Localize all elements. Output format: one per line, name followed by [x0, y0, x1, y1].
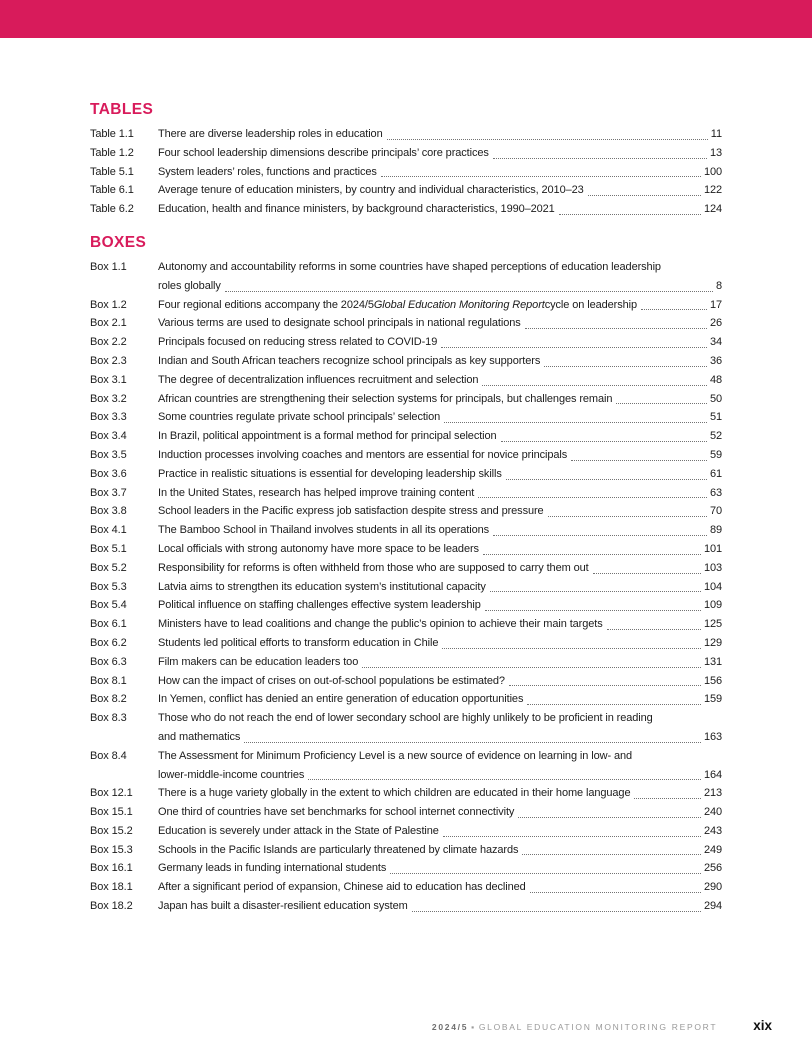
- entry-label: Box 3.1: [90, 373, 127, 386]
- entry-title-text: Ministers have to lead coalitions and change the public’s opinion to achieve their main targets: [158, 618, 603, 631]
- entry-page-number: 294: [703, 900, 722, 913]
- dot-leader: [308, 779, 701, 780]
- entry-body: [158, 144, 722, 163]
- entry-title-italic: Global Education Monitoring Report: [373, 298, 545, 311]
- toc-entry[interactable]: [90, 747, 722, 785]
- section-heading-tables: TABLES: [90, 101, 154, 118]
- entry-title-text: Those who do not reach the end of lower secondary school are highly unlikely to be proficient in reading: [158, 712, 653, 725]
- entry-title-text: In Brazil, political appointment is a formal method for principal selection: [158, 430, 497, 443]
- folio-page-number: xix: [753, 1018, 772, 1033]
- entry-label: Table 1.1: [90, 128, 134, 140]
- entry-title-text: Education is severely under attack in the State of Palestine: [158, 824, 439, 837]
- entry-title-text: Film makers can be education leaders too: [158, 655, 359, 668]
- entry-label: Box 1.1: [90, 260, 127, 273]
- entry-label: Table 5.1: [90, 165, 134, 178]
- toc-entry[interactable]: [90, 200, 722, 219]
- entry-line: [158, 690, 722, 709]
- dot-leader: [443, 836, 701, 837]
- toc-entry[interactable]: [90, 125, 722, 144]
- entry-line: [158, 200, 722, 219]
- entry-line: [158, 615, 722, 634]
- entry-body: [158, 803, 722, 822]
- entry-page-number: 11: [710, 128, 722, 140]
- entry-line: [158, 333, 722, 352]
- entry-line: [158, 144, 722, 163]
- entry-line: [158, 803, 722, 822]
- dot-leader: [522, 854, 701, 855]
- entry-body: [158, 634, 722, 653]
- entry-page-number: 34: [709, 336, 722, 349]
- toc-entry[interactable]: [90, 181, 722, 200]
- entry-page-number: 243: [703, 824, 722, 837]
- footer-separator-icon: ▪: [471, 1022, 476, 1032]
- toc-entry[interactable]: [90, 144, 722, 163]
- entry-label: Box 3.6: [90, 467, 127, 480]
- entry-label: Box 5.4: [90, 599, 127, 612]
- entry-body: [158, 352, 722, 371]
- entry-line: [158, 766, 722, 785]
- toc-entry[interactable]: [90, 822, 722, 841]
- toc-entry[interactable]: [90, 897, 722, 916]
- entry-title-text: Political influence on staffing challenges effective system leadership: [158, 599, 481, 612]
- entry-title-text: In the United States, research has helped improve training content: [158, 486, 475, 499]
- dot-leader: [506, 479, 707, 480]
- entry-line: [158, 446, 722, 465]
- dot-leader: [616, 403, 707, 404]
- entry-body: [158, 258, 722, 296]
- entry-label: Box 5.2: [90, 561, 127, 574]
- entry-page-number: 103: [703, 561, 722, 574]
- entry-page-number: 59: [709, 448, 722, 461]
- entry-line: [158, 596, 722, 615]
- toc-entry[interactable]: [90, 784, 722, 803]
- entry-body: [158, 540, 722, 559]
- dot-leader: [225, 291, 713, 292]
- entry-title-text: Indian and South African teachers recognize school principals as key supporters: [158, 354, 541, 367]
- entry-label: Box 18.1: [90, 881, 133, 894]
- entry-title-text: Four regional editions accompany the 2024/5: [158, 298, 374, 311]
- entry-body: [158, 578, 722, 597]
- entry-line: [158, 408, 722, 427]
- entry-page-number: 163: [703, 730, 722, 743]
- toc-entry[interactable]: [90, 578, 722, 597]
- toc-entry[interactable]: [90, 521, 722, 540]
- entry-line: [158, 465, 722, 484]
- entry-body: [158, 446, 722, 465]
- entry-label: Box 1.2: [90, 298, 127, 311]
- entry-page-number: 156: [703, 674, 722, 687]
- entry-body: [158, 859, 722, 878]
- entry-label: Box 5.1: [90, 542, 127, 555]
- entry-line: [158, 709, 722, 728]
- entry-page-number: 109: [703, 599, 722, 612]
- entry-title-text: Some countries regulate private school principals’ selection: [158, 411, 441, 424]
- dot-leader: [412, 911, 701, 912]
- entry-line: [158, 747, 722, 766]
- entry-label: Box 8.3: [90, 712, 127, 725]
- entry-label: Box 3.7: [90, 486, 127, 499]
- entry-page-number: 61: [709, 467, 722, 480]
- entry-line: [158, 181, 722, 200]
- entry-title-text: System leaders’ roles, functions and practices: [158, 165, 377, 178]
- entry-title-text: Four school leadership dimensions describe principals’ core practices: [158, 146, 489, 159]
- entry-line: [158, 258, 722, 277]
- toc-entry[interactable]: [90, 258, 722, 296]
- toc-entry[interactable]: [90, 615, 722, 634]
- entry-body: [158, 314, 722, 333]
- dot-leader: [525, 328, 707, 329]
- dot-leader: [490, 591, 701, 592]
- dot-leader: [527, 704, 701, 705]
- entry-page-number: 52: [709, 430, 722, 443]
- entry-label: Box 15.1: [90, 806, 133, 819]
- entry-line: [158, 859, 722, 878]
- entry-line: [158, 653, 722, 672]
- toc-entry[interactable]: [90, 690, 722, 709]
- entry-line: [158, 559, 722, 578]
- entry-line: [158, 521, 722, 540]
- dot-leader: [387, 139, 708, 140]
- entry-title-text: Local officials with strong autonomy have more space to be leaders: [158, 542, 479, 555]
- toc-entry[interactable]: [90, 803, 722, 822]
- dot-leader: [485, 610, 701, 611]
- section-heading-boxes: BOXES: [90, 233, 147, 251]
- entry-body: [158, 878, 722, 897]
- footer-report-title: GLOBAL EDUCATION MONITORING REPORT: [478, 1022, 718, 1032]
- dot-leader: [634, 798, 700, 799]
- dot-leader: [518, 817, 701, 818]
- entry-title-text: Practice in realistic situations is essential for developing leadership skills: [158, 467, 502, 480]
- toc-entry[interactable]: [90, 296, 722, 315]
- section-boxes: [90, 234, 722, 916]
- entry-line: [158, 352, 722, 371]
- dot-leader: [390, 873, 701, 874]
- entry-label: Box 8.1: [90, 674, 127, 687]
- entry-page-number: 51: [709, 411, 722, 424]
- dot-leader: [607, 629, 701, 630]
- entry-page-number: 164: [703, 768, 722, 781]
- entry-body: [158, 163, 722, 182]
- entry-line: [158, 540, 722, 559]
- entry-page-number: 70: [709, 505, 722, 518]
- entry-body: [158, 784, 722, 803]
- entry-line: [158, 841, 722, 860]
- entry-title-text: Japan has built a disaster-resilient education system: [158, 900, 408, 913]
- entry-label: Box 2.3: [90, 354, 127, 367]
- dot-leader: [571, 460, 707, 461]
- entry-line: [158, 784, 722, 803]
- entry-label: Box 6.2: [90, 636, 127, 649]
- entry-title-text: Germany leads in funding international students: [158, 862, 387, 875]
- entry-label: Box 18.2: [90, 900, 133, 913]
- entry-title-text: In Yemen, conflict has denied an entire generation of education opportunities: [158, 693, 524, 706]
- entry-label: Table 6.1: [90, 184, 134, 197]
- entry-body: [158, 181, 722, 200]
- entry-body: [158, 200, 722, 219]
- entry-page-number: 240: [703, 806, 722, 819]
- toc-entry[interactable]: [90, 502, 722, 521]
- toc-entry[interactable]: [90, 634, 722, 653]
- entry-title-text: Autonomy and accountability reforms in some countries have shaped perceptions of education leadership: [158, 260, 661, 273]
- entry-title-text: lower-middle-income countries: [158, 768, 305, 781]
- entry-body: [158, 125, 722, 144]
- entry-label: Box 5.3: [90, 580, 127, 593]
- entry-title-text: African countries are strengthening their selection systems for principals, but challenges remain: [158, 392, 613, 405]
- entry-body: [158, 841, 722, 860]
- entry-title-text: Average tenure of education ministers, by country and individual characteristics, 2010–23: [158, 184, 584, 197]
- entry-page-number: 100: [703, 165, 722, 178]
- entry-label: Box 15.2: [90, 824, 133, 837]
- toc-entry[interactable]: [90, 859, 722, 878]
- dot-leader: [381, 176, 701, 177]
- entry-line: [158, 484, 722, 503]
- entry-body: [158, 690, 722, 709]
- entry-line: [158, 502, 722, 521]
- entry-label: Box 8.2: [90, 693, 127, 706]
- entry-line: [158, 897, 722, 916]
- entry-title-text: There is a huge variety globally in the extent to which children are educated in their home language: [158, 787, 631, 800]
- toc-entry[interactable]: [90, 709, 722, 747]
- dot-leader: [530, 892, 701, 893]
- entry-line: [158, 163, 722, 182]
- entry-label: Box 6.3: [90, 655, 127, 668]
- toc-entry[interactable]: [90, 672, 722, 691]
- entry-label: Box 16.1: [90, 862, 133, 875]
- entry-page-number: 36: [709, 354, 722, 367]
- entry-page-number: 213: [703, 787, 722, 800]
- entry-title-text: One third of countries have set benchmarks for school internet connectivity: [158, 806, 515, 819]
- entry-page-number: 122: [703, 184, 722, 197]
- entry-label: Box 3.3: [90, 411, 127, 424]
- entry-line: [158, 634, 722, 653]
- dot-leader: [442, 648, 701, 649]
- entry-body: [158, 427, 722, 446]
- dot-leader: [641, 309, 707, 310]
- toc-entry[interactable]: [90, 408, 722, 427]
- footer-report-line: [432, 1022, 717, 1032]
- entry-line: [158, 277, 722, 296]
- dot-leader: [483, 554, 701, 555]
- entry-page-number: 101: [703, 542, 722, 555]
- dot-leader: [544, 366, 707, 367]
- entry-label: Box 3.2: [90, 392, 127, 405]
- toc-entry[interactable]: [90, 465, 722, 484]
- dot-leader: [509, 685, 701, 686]
- entry-page-number: 124: [703, 203, 722, 216]
- entry-body: [158, 747, 722, 785]
- toc-entry[interactable]: [90, 163, 722, 182]
- toc-entry[interactable]: [90, 371, 722, 390]
- top-accent-bar: [0, 0, 812, 38]
- dot-leader: [444, 422, 707, 423]
- entry-body: [158, 672, 722, 691]
- entry-page-number: 290: [703, 881, 722, 894]
- toc-entry[interactable]: [90, 390, 722, 409]
- dot-leader: [593, 573, 701, 574]
- entry-label: Box 4.1: [90, 524, 127, 537]
- table-of-contents: [90, 101, 722, 916]
- dot-leader: [493, 535, 707, 536]
- entry-line: [158, 314, 722, 333]
- entry-label: Box 3.8: [90, 505, 127, 518]
- entry-body: [158, 408, 722, 427]
- entry-title-text: How can the impact of crises on out-of-school populations be estimated?: [158, 674, 505, 687]
- entry-page-number: 48: [709, 373, 722, 386]
- entry-line: [158, 371, 722, 390]
- entry-body: [158, 822, 722, 841]
- toc-entry[interactable]: [90, 540, 722, 559]
- dot-leader: [441, 347, 707, 348]
- entry-body: [158, 559, 722, 578]
- entry-title-text: Schools in the Pacific Islands are particularly threatened by climate hazards: [158, 843, 519, 856]
- entry-line: [158, 822, 722, 841]
- entry-line: [158, 672, 722, 691]
- entry-page-number: 63: [709, 486, 722, 499]
- entry-body: [158, 596, 722, 615]
- entry-page-number: 50: [709, 392, 722, 405]
- toc-entry[interactable]: [90, 878, 722, 897]
- entry-body: [158, 333, 722, 352]
- entry-page-number: 129: [703, 636, 722, 649]
- page-footer: [432, 1018, 772, 1033]
- entry-page-number: 249: [703, 843, 722, 856]
- entry-title-text: School leaders in the Pacific express job satisfaction despite stress and pressure: [158, 505, 544, 518]
- entry-title-text: and mathematics: [158, 730, 241, 743]
- entry-title-text: The Assessment for Minimum Proficiency Level is a new source of evidence on learning in low- and: [158, 749, 633, 762]
- dot-leader: [559, 214, 701, 215]
- entry-line: [158, 125, 722, 144]
- dot-leader: [588, 195, 701, 196]
- entry-body: [158, 653, 722, 672]
- entry-label: Box 6.1: [90, 618, 127, 631]
- entry-title-text: roles globally: [158, 279, 221, 292]
- entry-title-text: Education, health and finance ministers, by background characteristics, 1990–2021: [158, 203, 555, 216]
- dot-leader: [244, 742, 701, 743]
- entry-page-number: 89: [709, 524, 722, 537]
- entry-title-text: cycle on leadership: [544, 298, 637, 311]
- entry-label: Box 2.1: [90, 317, 127, 330]
- entry-title-text: Induction processes involving coaches and mentors are essential for novice principals: [158, 448, 568, 461]
- entry-line: [158, 578, 722, 597]
- toc-entry[interactable]: [90, 314, 722, 333]
- entry-title-text: There are diverse leadership roles in education: [158, 128, 383, 140]
- entry-title-text: Latvia aims to strengthen its education system’s institutional capacity: [158, 580, 486, 593]
- entry-title-text: Principals focused on reducing stress related to COVID-19: [158, 336, 438, 349]
- entry-label: Box 12.1: [90, 787, 133, 800]
- dot-leader: [362, 667, 701, 668]
- entry-body: [158, 502, 722, 521]
- entry-title-text: Responsibility for reforms is often withheld from those who are supposed to carry them out: [158, 561, 589, 574]
- entry-page-number: 13: [709, 146, 722, 159]
- entry-label: Box 3.4: [90, 430, 127, 443]
- entry-label: Box 3.5: [90, 448, 127, 461]
- toc-entry[interactable]: [90, 596, 722, 615]
- entry-body: [158, 465, 722, 484]
- entry-page-number: 125: [703, 618, 722, 631]
- entry-title-text: The Bamboo School in Thailand involves students in all its operations: [158, 524, 490, 537]
- entry-line: [158, 878, 722, 897]
- dot-leader: [478, 497, 707, 498]
- entry-label: Box 2.2: [90, 336, 127, 349]
- entry-page-number: 104: [703, 580, 722, 593]
- dot-leader: [482, 385, 707, 386]
- entry-body: [158, 521, 722, 540]
- entry-line: [158, 296, 722, 315]
- dot-leader: [493, 158, 707, 159]
- entry-title-text: Various terms are used to designate school principals in national regulations: [158, 317, 521, 330]
- entry-body: [158, 371, 722, 390]
- entry-body: [158, 484, 722, 503]
- toc-entry[interactable]: [90, 559, 722, 578]
- entry-label: Box 15.3: [90, 843, 133, 856]
- footer-edition: 2024/5: [431, 1022, 469, 1032]
- entry-label: Table 1.2: [90, 146, 134, 159]
- toc-entry[interactable]: [90, 352, 722, 371]
- entry-title-text: Students led political efforts to transform education in Chile: [158, 636, 439, 649]
- toc-entry[interactable]: [90, 446, 722, 465]
- entry-title-text: The degree of decentralization influences recruitment and selection: [158, 373, 479, 386]
- entry-page-number: 26: [709, 317, 722, 330]
- entry-label: Table 6.2: [90, 203, 134, 216]
- entry-page-number: 131: [703, 655, 722, 668]
- entry-label: Box 8.4: [90, 749, 127, 762]
- dot-leader: [548, 516, 707, 517]
- toc-entry[interactable]: [90, 484, 722, 503]
- entry-body: [158, 709, 722, 747]
- dot-leader: [501, 441, 707, 442]
- entry-line: [158, 390, 722, 409]
- entry-body: [158, 296, 722, 315]
- toc-entry[interactable]: [90, 333, 722, 352]
- toc-entry[interactable]: [90, 427, 722, 446]
- entry-line: [158, 728, 722, 747]
- entry-page-number: 159: [703, 693, 722, 706]
- entry-title-text: After a significant period of expansion, Chinese aid to education has declined: [158, 881, 526, 894]
- toc-entry[interactable]: [90, 841, 722, 860]
- entry-page-number: 256: [703, 862, 722, 875]
- entry-body: [158, 390, 722, 409]
- entry-page-number: 8: [715, 279, 722, 292]
- entry-body: [158, 897, 722, 916]
- toc-entry[interactable]: [90, 653, 722, 672]
- entry-body: [158, 615, 722, 634]
- entry-line: [158, 427, 722, 446]
- section-tables: [90, 101, 722, 219]
- entry-page-number: 17: [709, 298, 722, 311]
